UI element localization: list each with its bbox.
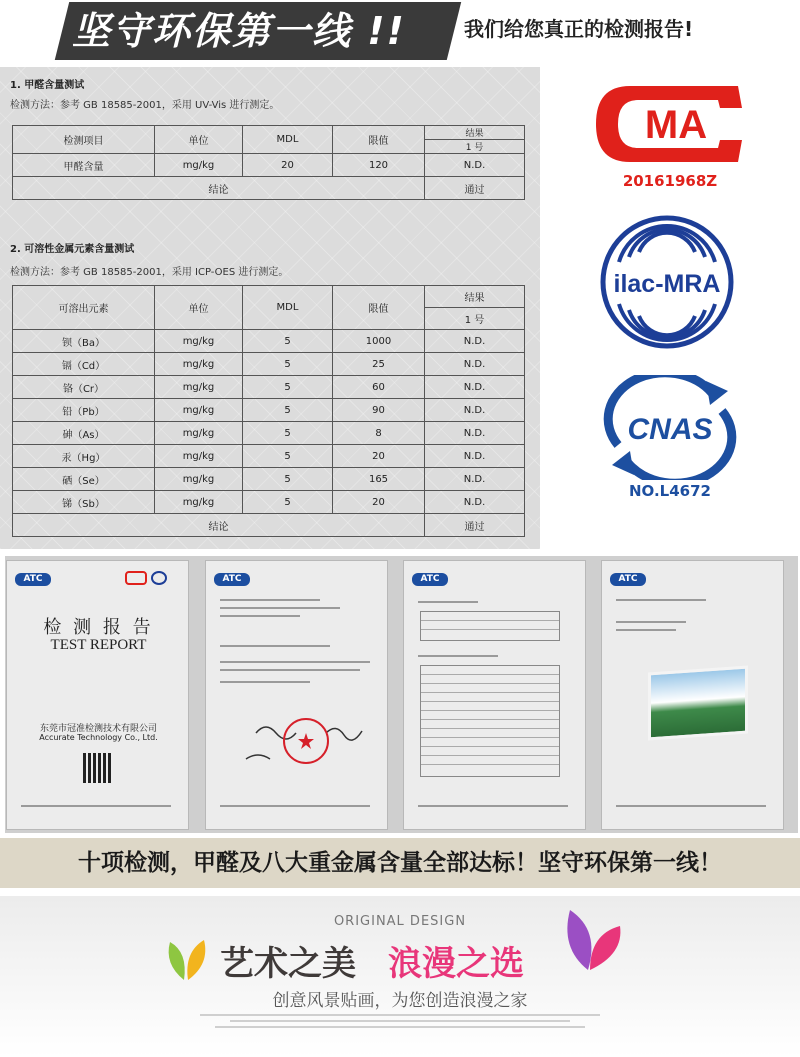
cnas-logo bbox=[600, 375, 740, 480]
header-banner bbox=[0, 0, 800, 64]
table-row bbox=[13, 468, 525, 491]
cell-mdl: 5 bbox=[243, 445, 333, 468]
col-header-limit: 限值 bbox=[333, 126, 425, 154]
cell-limit: 90 bbox=[333, 399, 425, 422]
col-header-result-no: 1 号 bbox=[425, 140, 525, 154]
text-line bbox=[220, 615, 300, 617]
ilac-logo-text: ilac-MRA bbox=[613, 270, 721, 298]
cell-item: 铅（Pb） bbox=[13, 399, 155, 422]
cell-limit: 20 bbox=[333, 491, 425, 514]
section2-title: 2. 可溶性金属元素含量测试 bbox=[10, 244, 135, 255]
mini-table-1 bbox=[420, 611, 560, 641]
atc-logo: ATC bbox=[15, 573, 51, 586]
cell-item: 钡（Ba） bbox=[13, 330, 155, 353]
petal-logo-icon bbox=[560, 904, 624, 974]
brand-text-b: 浪漫之选 bbox=[388, 944, 524, 984]
table-row bbox=[13, 445, 525, 468]
table-row bbox=[13, 376, 525, 399]
brand-tagline: 创意风景贴画，为您创造浪漫之家 bbox=[272, 991, 528, 1011]
cell-limit: 20 bbox=[333, 445, 425, 468]
report-page-tables bbox=[403, 560, 586, 830]
table-row bbox=[13, 353, 525, 376]
fine-print-line bbox=[215, 1026, 585, 1028]
cell-item: 汞（Hg） bbox=[13, 445, 155, 468]
cell-item: 甲醛含量 bbox=[13, 154, 155, 177]
cell-limit: 1000 bbox=[333, 330, 425, 353]
cma-logo-text: MA bbox=[644, 103, 708, 147]
atc-logo: ATC bbox=[412, 573, 448, 586]
text-line bbox=[220, 607, 340, 609]
slogan-bar bbox=[0, 838, 800, 888]
cell-mdl: 5 bbox=[243, 353, 333, 376]
banner-subtitle: 我们给您真正的检测报告! bbox=[464, 17, 694, 41]
page-footer-line bbox=[220, 805, 370, 807]
cell-unit: mg/kg bbox=[155, 330, 243, 353]
cell-result: N.D. bbox=[425, 353, 525, 376]
text-line bbox=[220, 681, 310, 683]
text-line bbox=[616, 621, 686, 623]
cell-mdl: 5 bbox=[243, 376, 333, 399]
signature-stamp bbox=[236, 703, 376, 773]
conclusion-value: 通过 bbox=[425, 177, 525, 200]
cell-unit: mg/kg bbox=[155, 491, 243, 514]
text-line bbox=[220, 599, 320, 601]
cell-limit: 8 bbox=[333, 422, 425, 445]
cell-result: N.D. bbox=[425, 422, 525, 445]
slogan-text: 十项检测，甲醛及八大重金属含量全部达标！坚守环保第一线！ bbox=[78, 850, 722, 876]
heavy-metal-table bbox=[12, 285, 525, 537]
cover-title-en: TEST REPORT bbox=[50, 637, 147, 653]
atc-logo: ATC bbox=[610, 573, 646, 586]
original-design-label: ORIGINAL DESIGN bbox=[333, 914, 467, 929]
col-header-limit: 限值 bbox=[333, 286, 425, 330]
banner-title: 坚守环保第一线 !! bbox=[72, 9, 406, 53]
text-line bbox=[616, 599, 706, 601]
col-header-mdl: MDL bbox=[243, 126, 333, 154]
ilac-mra-logo bbox=[597, 212, 737, 352]
brand-text-a: 艺术之美 bbox=[220, 944, 356, 984]
table-row bbox=[13, 399, 525, 422]
col-header-result: 结果 bbox=[425, 286, 525, 308]
cell-limit: 25 bbox=[333, 353, 425, 376]
cnas-logo-text: CNAS bbox=[627, 413, 713, 446]
mini-table-2 bbox=[420, 665, 560, 777]
page-footer-line bbox=[21, 805, 171, 807]
conclusion-label: 结论 bbox=[13, 177, 425, 200]
report-page-info bbox=[205, 560, 388, 830]
conclusion-label: 结论 bbox=[13, 514, 425, 537]
cell-unit: mg/kg bbox=[155, 399, 243, 422]
cell-limit: 165 bbox=[333, 468, 425, 491]
page-footer-line bbox=[616, 805, 766, 807]
cell-mdl: 5 bbox=[243, 491, 333, 514]
col-header-unit: 单位 bbox=[155, 286, 243, 330]
table-row bbox=[13, 491, 525, 514]
text-line bbox=[220, 645, 330, 647]
cell-mdl: 5 bbox=[243, 399, 333, 422]
cell-limit: 120 bbox=[333, 154, 425, 177]
fine-print-line bbox=[230, 1020, 570, 1022]
table-row bbox=[13, 154, 525, 177]
cma-mini-icon bbox=[125, 571, 147, 585]
col-header-result-no: 1 号 bbox=[425, 308, 525, 330]
test-report-panel bbox=[0, 67, 540, 549]
cell-mdl: 5 bbox=[243, 330, 333, 353]
cell-unit: mg/kg bbox=[155, 445, 243, 468]
cell-result: N.D. bbox=[425, 399, 525, 422]
table-row bbox=[13, 422, 525, 445]
cell-result: N.D. bbox=[425, 376, 525, 399]
cell-limit: 60 bbox=[333, 376, 425, 399]
cell-item: 砷（As） bbox=[13, 422, 155, 445]
cell-result: N.D. bbox=[425, 154, 525, 177]
cell-result: N.D. bbox=[425, 445, 525, 468]
report-page-cover bbox=[6, 560, 189, 830]
col-header-unit: 单位 bbox=[155, 126, 243, 154]
cell-result: N.D. bbox=[425, 491, 525, 514]
report-page-photo bbox=[601, 560, 784, 830]
atc-logo: ATC bbox=[214, 573, 250, 586]
section1-method: 检测方法：参考 GB 18585-2001，采用 UV-Vis 进行测定。 bbox=[10, 100, 280, 111]
cma-number: 20161968Z bbox=[622, 172, 718, 190]
cell-unit: mg/kg bbox=[155, 376, 243, 399]
qr-code-icon bbox=[83, 753, 113, 783]
cnas-number: NO.L4672 bbox=[629, 482, 711, 500]
col-header-item: 检测项目 bbox=[13, 126, 155, 154]
cell-result: N.D. bbox=[425, 468, 525, 491]
cell-item: 铬（Cr） bbox=[13, 376, 155, 399]
cma-logo bbox=[590, 78, 750, 170]
cell-mdl: 5 bbox=[243, 468, 333, 491]
company-en: Accurate Technology Co., Ltd. bbox=[39, 733, 158, 742]
cell-mdl: 5 bbox=[243, 422, 333, 445]
ilac-mini-icon bbox=[151, 571, 167, 585]
sample-photo bbox=[648, 666, 748, 741]
fine-print-line bbox=[200, 1014, 600, 1016]
cell-unit: mg/kg bbox=[155, 353, 243, 376]
text-line bbox=[220, 669, 360, 671]
brand-footer bbox=[0, 896, 800, 1057]
text-line bbox=[418, 655, 498, 657]
cover-title-cn: 检 测 报 告 bbox=[43, 617, 154, 638]
text-line bbox=[616, 629, 676, 631]
section2-method: 检测方法：参考 GB 18585-2001，采用 ICP-OES 进行测定。 bbox=[10, 267, 289, 278]
col-header-item: 可溶出元素 bbox=[13, 286, 155, 330]
cell-result: N.D. bbox=[425, 330, 525, 353]
leaf-logo-icon bbox=[160, 934, 214, 984]
text-line bbox=[220, 661, 370, 663]
company-cn: 东莞市冠准检测技术有限公司 bbox=[39, 724, 157, 734]
page-footer-line bbox=[418, 805, 568, 807]
section1-title: 1. 甲醛含量测试 bbox=[10, 80, 85, 91]
table-row bbox=[13, 330, 525, 353]
report-thumbnails bbox=[5, 556, 798, 833]
col-header-mdl: MDL bbox=[243, 286, 333, 330]
text-line bbox=[418, 601, 478, 603]
cell-unit: mg/kg bbox=[155, 422, 243, 445]
cell-unit: mg/kg bbox=[155, 154, 243, 177]
cell-unit: mg/kg bbox=[155, 468, 243, 491]
col-header-result: 结果 bbox=[425, 126, 525, 140]
cell-item: 镉（Cd） bbox=[13, 353, 155, 376]
conclusion-value: 通过 bbox=[425, 514, 525, 537]
cell-item: 硒（Se） bbox=[13, 468, 155, 491]
formaldehyde-table bbox=[12, 125, 525, 200]
cell-item: 锑（Sb） bbox=[13, 491, 155, 514]
cell-mdl: 20 bbox=[243, 154, 333, 177]
